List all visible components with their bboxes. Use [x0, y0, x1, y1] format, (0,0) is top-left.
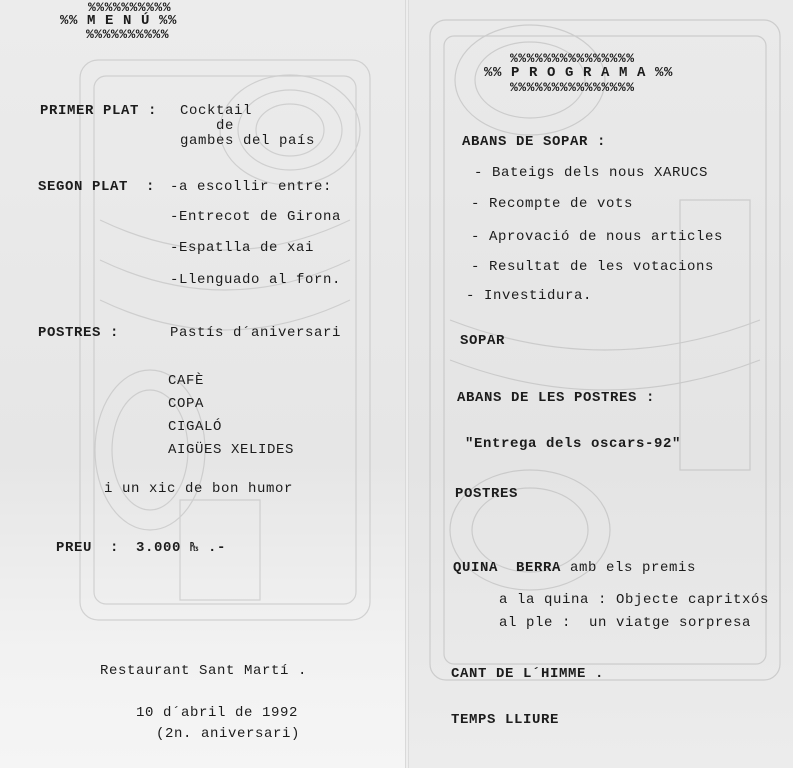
programa-item: - Bateigs dels nous XARUCS — [474, 165, 709, 181]
programa-title: %% P R O G R A M A %% — [484, 65, 674, 81]
oscars-item: "Entrega dels oscars-92" — [465, 436, 682, 452]
segon-plat-option: -Llenguado al forn. — [170, 272, 342, 288]
menu-extra-item: COPA — [168, 396, 205, 412]
primer-plat-line: gambes del país — [180, 133, 316, 149]
menu-title-decoration-top: %%%%%%%%%% — [88, 0, 172, 15]
programa-item: - Recompte de vots — [471, 196, 634, 212]
segon-plat-label: SEGON PLAT : — [38, 179, 156, 195]
postres-value: Pastís d´aniversari — [170, 325, 342, 341]
price-value: 3.000 ₧ .- — [136, 540, 227, 556]
anniversary-note: (2n. aniversari) — [156, 726, 301, 742]
menu-extra-item: CAFÈ — [168, 373, 205, 389]
restaurant-name: Restaurant Sant Martí . — [100, 663, 308, 679]
quina-berra-label: QUINA BERRA — [453, 560, 562, 576]
sopar-heading: SOPAR — [460, 333, 506, 349]
segon-plat-option: -Espatlla de xai — [170, 240, 315, 256]
quina-prize-line: a la quina : Objecte capritxós — [499, 592, 770, 608]
menu-title: %% M E N Ú %% — [60, 13, 178, 29]
cant-himme-heading: CANT DE L´HIMME . — [451, 666, 605, 682]
price-label: PREU : — [56, 540, 120, 556]
programa-item: - Resultat de les votacions — [471, 259, 715, 275]
segon-plat-option: -Entrecot de Girona — [170, 209, 342, 225]
segon-plat-intro: -a escollir entre: — [170, 179, 333, 195]
abans-de-les-postres-heading: ABANS DE LES POSTRES : — [457, 390, 656, 406]
page-fold — [405, 0, 409, 768]
programa-title-decoration-top: %%%%%%%%%%%%%%% — [510, 51, 635, 66]
quina-rest-text: amb els premis — [561, 560, 697, 576]
event-date: 10 d´abril de 1992 — [136, 705, 299, 721]
primer-plat-label: PRIMER PLAT : — [40, 103, 158, 119]
temps-lliure-heading: TEMPS LLIURE — [451, 712, 560, 728]
postres-heading: POSTRES — [455, 486, 519, 502]
programa-page — [409, 0, 793, 768]
primer-plat-line: de — [216, 118, 235, 134]
menu-title-decoration-bottom: %%%%%%%%%% — [86, 27, 170, 42]
programa-item: - Aprovació de nous articles — [471, 229, 724, 245]
menu-extra-item: AIGÜES XELIDES — [168, 442, 295, 458]
ple-prize-line: al ple : un viatge sorpresa — [499, 615, 752, 631]
primer-plat-line: Cocktail — [180, 103, 253, 119]
humor-note: i un xic de bon humor — [104, 481, 294, 497]
programa-title-decoration-bottom: %%%%%%%%%%%%%%% — [510, 80, 635, 95]
programa-item: - Investidura. — [466, 288, 593, 304]
quina-line — [453, 561, 696, 575]
menu-extra-item: CIGALÓ — [168, 419, 223, 435]
abans-de-sopar-heading: ABANS DE SOPAR : — [462, 134, 607, 150]
postres-label: POSTRES : — [38, 325, 120, 341]
